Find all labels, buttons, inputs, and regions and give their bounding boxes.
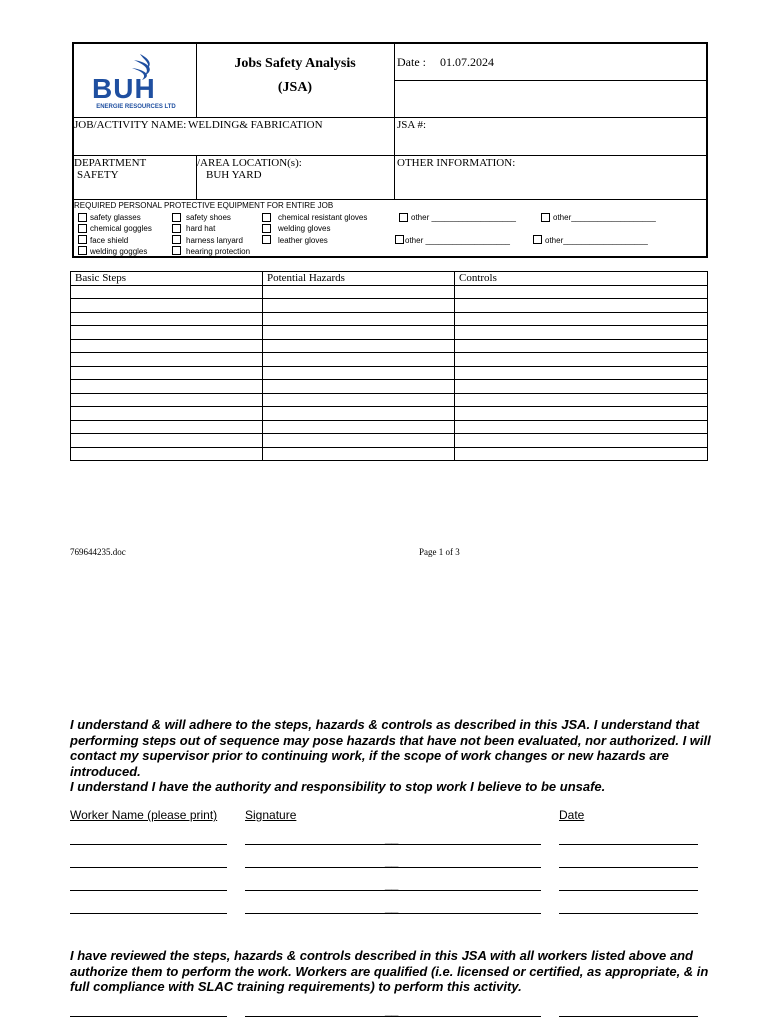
table-row [71, 380, 708, 394]
worker-name-line-2[interactable] [70, 867, 227, 868]
potential-hazard-cell[interactable] [263, 420, 455, 434]
ppe-checkbox-face-shield[interactable] [78, 235, 87, 244]
control-cell[interactable] [455, 353, 708, 367]
header-divider-row3 [73, 155, 707, 156]
basic-step-cell[interactable] [71, 447, 263, 461]
ppe-checkbox-other-4[interactable] [533, 235, 542, 244]
basic-step-cell[interactable] [71, 285, 263, 299]
basic-step-cell[interactable] [71, 339, 263, 353]
potential-hazard-cell[interactable] [263, 366, 455, 380]
ppe-label-chemical-resistant-gloves: chemical resistant gloves [278, 213, 368, 222]
ppe-checkbox-other-2[interactable] [541, 213, 550, 222]
control-cell[interactable] [455, 407, 708, 421]
table-row [71, 285, 708, 299]
potential-hazard-cell[interactable] [263, 393, 455, 407]
ppe-checkbox-hearing-protection[interactable] [172, 246, 181, 255]
table-row [71, 366, 708, 380]
worker-name-line-4[interactable] [70, 913, 227, 914]
potential-hazard-cell[interactable] [263, 299, 455, 313]
ppe-label-leather-gloves: leather gloves [278, 236, 328, 245]
other-information-label: OTHER INFORMATION: [397, 157, 516, 169]
ppe-checkbox-welding-goggles[interactable] [78, 246, 87, 255]
document-filename: 769644235.doc [70, 547, 126, 557]
control-cell[interactable] [455, 366, 708, 380]
basic-steps-table [70, 271, 708, 461]
ppe-label-safety-shoes: safety shoes [186, 213, 231, 222]
ppe-checkbox-welding-gloves[interactable] [262, 224, 271, 233]
column-header-potential-hazards: Potential Hazards [263, 272, 455, 286]
date-line-3[interactable] [559, 890, 698, 891]
date-line-1[interactable] [559, 844, 698, 845]
signature-dash-3: __ [385, 877, 399, 891]
signature-dash-4: __ [385, 900, 399, 914]
basic-step-cell[interactable] [71, 434, 263, 448]
signature-column-header: Signature [245, 808, 297, 822]
ppe-other-3[interactable]: other ___________________ [405, 236, 510, 245]
potential-hazard-cell[interactable] [263, 353, 455, 367]
ppe-checkbox-harness-lanyard[interactable] [172, 235, 181, 244]
acknowledgement-paragraph: I understand & will adhere to the steps, hazards & controls as described in this JSA. I understand that performing steps out of sequence may pose hazards that have not been evaluated, nor authorized. I will contact my supervisor prior to continuing work, if the scope of work changes or new hazards are introduced. [70, 717, 711, 779]
table-header-row [71, 272, 708, 286]
ppe-label-safety-glasses: safety glasses [90, 213, 141, 222]
table-row [71, 407, 708, 421]
table-row [71, 447, 708, 461]
basic-step-cell[interactable] [71, 420, 263, 434]
basic-step-cell[interactable] [71, 407, 263, 421]
job-activity-label: JOB/ACTIVITY NAME: [74, 119, 187, 131]
ppe-other-1[interactable]: other ___________________ [411, 213, 516, 222]
form-title: Jobs Safety Analysis [234, 56, 356, 71]
company-logo [90, 50, 182, 114]
worker-name-column-header: Worker Name (please print) [70, 808, 218, 822]
table-row [71, 393, 708, 407]
table-row [71, 420, 708, 434]
control-cell[interactable] [455, 339, 708, 353]
control-cell[interactable] [455, 380, 708, 394]
control-cell[interactable] [455, 420, 708, 434]
basic-step-cell[interactable] [71, 312, 263, 326]
control-cell[interactable] [455, 299, 708, 313]
form-title-abbrev: (JSA) [277, 80, 313, 95]
area-location-label: /AREA LOCATION(s): [197, 157, 302, 169]
table-row [71, 339, 708, 353]
basic-step-cell[interactable] [71, 353, 263, 367]
ppe-checkbox-hard-hat[interactable] [172, 224, 181, 233]
potential-hazard-cell[interactable] [263, 285, 455, 299]
worker-acknowledgement-text [70, 717, 720, 795]
ppe-label-welding-goggles: welding goggles [90, 247, 148, 256]
column-header-controls: Controls [455, 272, 708, 286]
ppe-checkbox-chemical-goggles[interactable] [78, 224, 87, 233]
ppe-label-hard-hat: hard hat [186, 224, 216, 233]
table-row [71, 353, 708, 367]
ppe-label-chemical-goggles: chemical goggles [90, 224, 152, 233]
potential-hazard-cell[interactable] [263, 326, 455, 340]
supervisor-signature-dash: __ [385, 1003, 399, 1017]
basic-step-cell[interactable] [71, 366, 263, 380]
ppe-checkbox-chemical-resistant-gloves[interactable] [262, 213, 271, 222]
date-label: Date : [397, 55, 426, 69]
control-cell[interactable] [455, 447, 708, 461]
table-row [71, 299, 708, 313]
potential-hazard-cell[interactable] [263, 339, 455, 353]
ppe-checkbox-leather-gloves[interactable] [262, 235, 271, 244]
ppe-label-harness-lanyard: harness lanyard [186, 236, 243, 245]
ppe-checkbox-safety-shoes[interactable] [172, 213, 181, 222]
header-divider-date [394, 43, 395, 200]
potential-hazard-cell[interactable] [263, 434, 455, 448]
department-value[interactable]: SAFETY [77, 169, 119, 181]
date-value[interactable]: 01.07.2024 [440, 55, 494, 69]
basic-step-cell[interactable] [71, 393, 263, 407]
signature-dash-2: __ [385, 854, 399, 868]
ppe-label-face-shield: face shield [90, 236, 129, 245]
worker-name-line-1[interactable] [70, 844, 227, 845]
supervisor-name-line[interactable] [70, 1016, 227, 1017]
jsa-number-label: JSA #: [397, 119, 427, 131]
table-row [71, 326, 708, 340]
ppe-other-2[interactable]: other___________________ [553, 213, 656, 222]
header-divider-row4 [73, 199, 707, 200]
control-cell[interactable] [455, 393, 708, 407]
potential-hazard-cell[interactable] [263, 407, 455, 421]
department-label: DEPARTMENT [74, 157, 147, 169]
potential-hazard-cell[interactable] [263, 447, 455, 461]
potential-hazard-cell[interactable] [263, 312, 455, 326]
table-row [71, 434, 708, 448]
control-cell[interactable] [455, 434, 708, 448]
ppe-checkbox-other-3[interactable] [395, 235, 404, 244]
area-location-value[interactable]: BUH YARD [206, 169, 262, 181]
date-line-4[interactable] [559, 913, 698, 914]
date-column-header: Date [559, 808, 585, 822]
page-number: Page 1 of 3 [419, 547, 460, 557]
header-divider-row1 [395, 80, 707, 81]
ppe-other-4[interactable]: other___________________ [545, 236, 648, 245]
logo-brand-text: BUH [92, 73, 156, 104]
supervisor-review-text: I have reviewed the steps, hazards & controls described in this JSA with all workers listed above and authorize them to perform the work. Workers are qualified (i.e. licensed or certified, as appropriate, & in full compliance with SLAC training requirements) to perform this activity. [70, 948, 709, 994]
basic-step-cell[interactable] [71, 299, 263, 313]
supervisor-date-line[interactable] [559, 1016, 698, 1017]
logo-subtitle: ENERGIE RESOURCES LTD [96, 104, 176, 110]
ppe-checkbox-safety-glasses[interactable] [78, 213, 87, 222]
ppe-heading: REQUIRED PERSONAL PROTECTIVE EQUIPMENT FOR ENTIRE JOB [74, 201, 334, 210]
job-activity-value[interactable]: WELDING& FABRICATION [188, 119, 323, 131]
ppe-label-hearing-protection: hearing protection [186, 247, 251, 256]
potential-hazard-cell[interactable] [263, 380, 455, 394]
header-divider-row2 [73, 117, 707, 118]
date-line-2[interactable] [559, 867, 698, 868]
basic-step-cell[interactable] [71, 380, 263, 394]
signature-dash-1: __ [385, 831, 399, 845]
control-cell[interactable] [455, 326, 708, 340]
stop-work-authority-text: I understand I have the authority and responsibility to stop work I believe to be unsafe. [70, 779, 606, 794]
worker-name-line-3[interactable] [70, 890, 227, 891]
basic-step-cell[interactable] [71, 326, 263, 340]
ppe-checkbox-other-1[interactable] [399, 213, 408, 222]
ppe-label-welding-gloves: welding gloves [278, 224, 331, 233]
control-cell[interactable] [455, 312, 708, 326]
control-cell[interactable] [455, 285, 708, 299]
table-row [71, 312, 708, 326]
column-header-basic-steps: Basic Steps [71, 272, 263, 286]
